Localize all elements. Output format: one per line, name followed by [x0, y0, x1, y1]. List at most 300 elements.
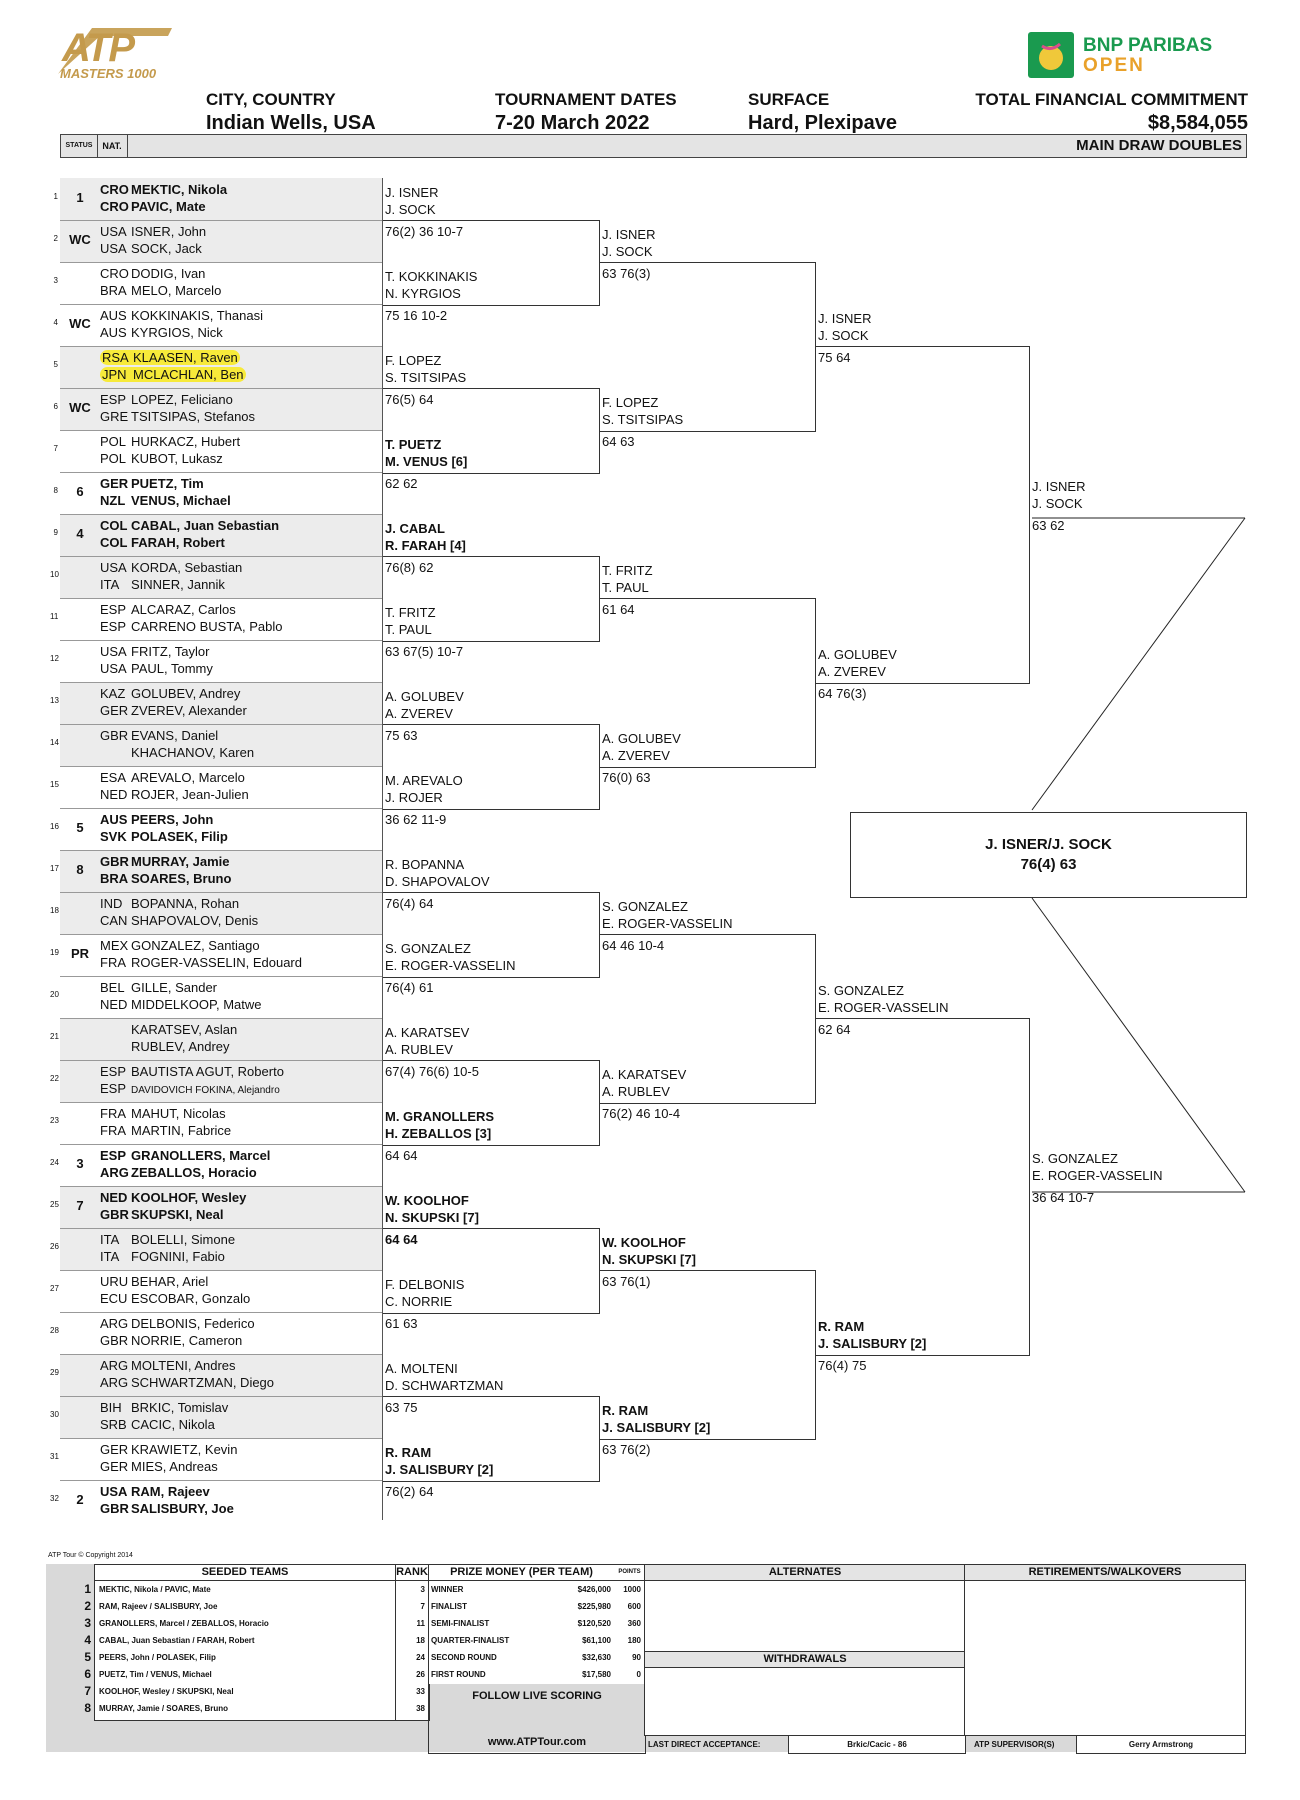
draw-position: 21 [50, 1032, 59, 1041]
prize-points: 600 [627, 1602, 641, 1611]
alternates-title: ALTERNATES [645, 1565, 965, 1581]
draw-position: 31 [50, 1452, 59, 1461]
seed-rank: 26 [416, 1670, 425, 1679]
winner-name: C. NORRIE [385, 1294, 453, 1309]
winner-name: F. DELBONIS [385, 1277, 465, 1292]
draw-position: 4 [53, 318, 58, 327]
copyright: ATP Tour © Copyright 2014 [48, 1552, 133, 1559]
commitment-value: $8,584,055 [1147, 112, 1248, 134]
seed-rank: 24 [416, 1653, 425, 1662]
match-score: 63 62 [1032, 518, 1065, 533]
player-nationality: USA [100, 1484, 128, 1499]
player-name: FOGNINI, Fabio [131, 1249, 225, 1264]
match-score: 76(8) 62 [385, 560, 434, 575]
seed-status: 3 [76, 1156, 84, 1171]
player-nationality: URU [100, 1274, 129, 1289]
match-score: 36 62 11-9 [385, 812, 447, 827]
draw-position: 25 [50, 1200, 59, 1209]
winner-name: A. GOLUBEV [385, 689, 464, 704]
prize-round: QUARTER-FINALIST [431, 1636, 510, 1645]
draw-title: MAIN DRAW DOUBLES [1076, 137, 1242, 154]
seed-number: 7 [84, 1684, 91, 1698]
winner-name: J. CABAL [385, 521, 445, 536]
player-name: GRANOLLERS, Marcel [131, 1148, 271, 1163]
draw-position: 9 [53, 528, 58, 537]
match-score: 76(4) 75 [818, 1358, 867, 1373]
last-direct-acceptance-value: Brkic/Cacic - 86 [788, 1735, 966, 1754]
winner-name: J. SOCK [602, 244, 653, 259]
prize-points: 0 [636, 1670, 641, 1679]
player-nationality: ESP [100, 602, 127, 617]
player-name: ROGER-VASSELIN, Edouard [131, 955, 302, 970]
draw-position: 16 [50, 822, 59, 831]
draw-position: 26 [50, 1242, 59, 1251]
seed-status: 2 [76, 1492, 84, 1507]
match-score: 36 64 10-7 [1032, 1190, 1095, 1205]
winner-name: J. ROJER [385, 790, 443, 805]
player-nationality: GBR [100, 854, 129, 869]
draw-position: 18 [50, 906, 59, 915]
winner-name: W. KOOLHOF [602, 1235, 686, 1250]
draw-position: 28 [50, 1326, 59, 1335]
draw-position: 11 [50, 612, 59, 621]
player-nationality: COL [100, 535, 128, 550]
player-name: TSITSIPAS, Stefanos [131, 409, 256, 424]
match-score: 64 64 [385, 1148, 418, 1163]
player-name: RAM, Rajeev [131, 1484, 210, 1499]
winner-name: N. SKUPSKI [7] [385, 1210, 479, 1225]
winner-name: J. SALISBURY [2] [818, 1336, 927, 1351]
prize-money: $426,000 [577, 1585, 611, 1594]
draw-position: 10 [50, 570, 59, 579]
winner-name: R. RAM [602, 1403, 649, 1418]
player-name: KARATSEV, Aslan [131, 1022, 238, 1037]
match-score: 63 76(1) [602, 1274, 651, 1289]
player-nationality: ITA [100, 1232, 120, 1247]
winner-name: R. RAM [385, 1445, 432, 1460]
player-name: FARAH, Robert [131, 535, 225, 550]
match-score: 76(4) 64 [385, 896, 434, 911]
player-nationality: POL [100, 434, 127, 449]
player-name: MEKTIC, Nikola [131, 182, 228, 197]
draw-position: 12 [50, 654, 59, 663]
player-name: VENUS, Michael [131, 493, 231, 508]
winner-name: J. SOCK [1032, 496, 1083, 511]
player-name: ROJER, Jean-Julien [131, 787, 249, 802]
atptour-link[interactable]: www.ATPTour.com [487, 1736, 587, 1748]
seed-rank: 7 [420, 1602, 425, 1611]
player-name: MCLACHLAN, Ben [133, 367, 244, 382]
player-nationality: CRO [100, 266, 129, 281]
match-score: 76(2) 36 10-7 [385, 224, 464, 239]
player-nationality: POL [100, 451, 127, 466]
player-nationality: ARG [100, 1375, 129, 1390]
prize-round: FINALIST [431, 1602, 467, 1611]
winner-name: A. KARATSEV [602, 1067, 687, 1082]
seeded-team: PUETZ, Tim / VENUS, Michael [99, 1670, 212, 1679]
seed-rank: 38 [416, 1704, 425, 1713]
surface-value: Hard, Plexipave [748, 112, 897, 134]
match-score: 63 75 [385, 1400, 418, 1415]
player-name: SCHWARTZMAN, Diego [131, 1375, 275, 1390]
winner-name: T. FRITZ [385, 605, 436, 620]
winner-name: W. KOOLHOF [385, 1193, 469, 1208]
champion-names: J. ISNER/J. SOCK [985, 836, 1112, 853]
draw-position: 3 [53, 276, 58, 285]
draw-position: 2 [53, 234, 58, 243]
draw-position: 7 [53, 444, 58, 453]
player-nationality: USA [100, 644, 127, 659]
match-score: 76(4) 61 [385, 980, 434, 995]
seed-status: WC [69, 316, 91, 331]
winner-name: A. ZVEREV [818, 664, 886, 679]
player-name: DODIG, Ivan [131, 266, 206, 281]
seeded-team: MEKTIC, Nikola / PAVIC, Mate [99, 1585, 211, 1594]
player-nationality: ARG [100, 1165, 129, 1180]
match-score: 62 64 [818, 1022, 851, 1037]
player-name: PEERS, John [131, 812, 214, 827]
draw-position: 14 [50, 738, 59, 747]
player-nationality: USA [100, 560, 127, 575]
bnp-logo-line2: OPEN [1083, 55, 1145, 76]
draw-position: 29 [50, 1368, 59, 1377]
player-name: PUETZ, Tim [131, 476, 204, 491]
player-name: MARTIN, Fabrice [131, 1123, 232, 1138]
player-nationality: AUS [100, 325, 127, 340]
seed-number: 6 [84, 1667, 91, 1681]
player-name: GONZALEZ, Santiago [131, 938, 260, 953]
player-name: KRAWIETZ, Kevin [131, 1442, 238, 1457]
prize-round: WINNER [431, 1585, 464, 1594]
draw-position: 17 [50, 864, 59, 873]
winner-name: S. GONZALEZ [602, 899, 688, 914]
winner-name: A. RUBLEV [602, 1084, 670, 1099]
draw-position: 6 [53, 402, 58, 411]
winner-name: T. FRITZ [602, 563, 653, 578]
player-nationality: GRE [100, 409, 129, 424]
player-name: MIDDELKOOP, Matwe [131, 997, 262, 1012]
player-name: ISNER, John [131, 224, 207, 239]
seed-number: 3 [84, 1616, 91, 1630]
player-name: KHACHANOV, Karen [131, 745, 255, 760]
player-nationality: IND [100, 896, 123, 911]
winner-name: T. PAUL [385, 622, 432, 637]
player-nationality: USA [100, 661, 127, 676]
player-name: CACIC, Nikola [131, 1417, 215, 1432]
player-nationality: ESP [100, 1081, 127, 1096]
seed-status: 4 [76, 526, 84, 541]
winner-name: E. ROGER-VASSELIN [1032, 1168, 1163, 1183]
prize-money: $120,520 [577, 1619, 611, 1628]
prize-money-title: PRIZE MONEY (PER TEAM) [429, 1565, 615, 1581]
player-name: LOPEZ, Feliciano [131, 392, 233, 407]
match-score: 76(2) 64 [385, 1484, 434, 1499]
player-nationality: KAZ [100, 686, 126, 701]
winner-name: A. ZVEREV [385, 706, 453, 721]
player-nationality: NED [100, 997, 128, 1012]
seed-rank: 11 [416, 1619, 425, 1628]
player-name: DAVIDOVICH FOKINA, Alejandro [131, 1085, 280, 1096]
winner-name: S. GONZALEZ [818, 983, 904, 998]
footer-section [46, 1564, 1246, 1754]
player-nationality: CRO [100, 199, 129, 214]
prize-points: 90 [632, 1653, 641, 1662]
nat-column-header: NAT. [97, 135, 128, 157]
player-nationality: ARG [100, 1358, 129, 1373]
draw-position: 23 [50, 1116, 59, 1125]
winner-name: J. SOCK [385, 202, 436, 217]
player-nationality: ESP [100, 1148, 127, 1163]
player-name: BOPANNA, Rohan [131, 896, 240, 911]
winner-name: A. ZVEREV [602, 748, 670, 763]
player-name: KYRGIOS, Nick [131, 325, 223, 340]
winner-name: J. SOCK [818, 328, 869, 343]
player-name: BOLELLI, Simone [131, 1232, 236, 1247]
player-name: ZVEREV, Alexander [131, 703, 247, 718]
match-score: 76(0) 63 [602, 770, 651, 785]
prize-money: $61,100 [582, 1636, 611, 1645]
player-nationality: USA [100, 241, 127, 256]
winner-name: J. SALISBURY [2] [602, 1420, 711, 1435]
player-nationality: SRB [100, 1417, 127, 1432]
match-score: 61 63 [385, 1316, 418, 1331]
winner-name: H. ZEBALLOS [3] [385, 1126, 492, 1141]
commitment-label: TOTAL FINANCIAL COMMITMENT [975, 90, 1248, 109]
status-column-header: STATUS [61, 135, 98, 157]
player-name: AREVALO, Marcelo [131, 770, 245, 785]
player-nationality: RSA [102, 350, 129, 365]
player-nationality: GER [100, 1442, 129, 1457]
winner-name: M. GRANOLLERS [385, 1109, 495, 1124]
surface-label: SURFACE [748, 90, 830, 109]
seed-status: 1 [76, 190, 84, 205]
winner-name: J. ISNER [385, 185, 439, 200]
player-name: GILLE, Sander [131, 980, 217, 995]
winner-name: T. KOKKINAKIS [385, 269, 478, 284]
match-score: 76(2) 46 10-4 [602, 1106, 681, 1121]
match-score: 62 62 [385, 476, 418, 491]
player-nationality: GBR [100, 1501, 129, 1516]
seed-status: 8 [76, 862, 84, 877]
player-nationality: GBR [100, 728, 129, 743]
player-name: KORDA, Sebastian [131, 560, 243, 575]
player-nationality: NED [100, 1190, 128, 1205]
draw-position: 13 [50, 696, 59, 705]
player-nationality: NED [100, 787, 128, 802]
prize-money-table [428, 1564, 646, 1754]
winner-name: E. ROGER-VASSELIN [602, 916, 733, 931]
match-score: 63 76(2) [602, 1442, 651, 1457]
rank-title: RANK [395, 1565, 429, 1581]
prize-round: SEMI-FINALIST [431, 1619, 490, 1628]
seed-number: 2 [84, 1599, 91, 1613]
player-name: ALCARAZ, Carlos [131, 602, 236, 617]
winner-name: S. TSITSIPAS [602, 412, 684, 427]
player-name: ZEBALLOS, Horacio [131, 1165, 257, 1180]
prize-points: 360 [627, 1619, 641, 1628]
winner-name: S. TSITSIPAS [385, 370, 467, 385]
seeded-team: MURRAY, Jamie / SOARES, Bruno [99, 1704, 229, 1713]
follow-live-scoring[interactable]: FOLLOW LIVE SCORING [472, 1690, 602, 1702]
match-score: 64 64 [385, 1232, 418, 1247]
player-nationality: ESP [100, 1064, 127, 1079]
winner-name: A. MOLTENI [385, 1361, 458, 1376]
winner-name: F. LOPEZ [385, 353, 442, 368]
city-label: CITY, COUNTRY [206, 90, 336, 109]
seeded-team: GRANOLLERS, Marcel / ZEBALLOS, Horacio [99, 1619, 269, 1628]
winner-name: R. BOPANNA [385, 857, 465, 872]
prize-points: 180 [627, 1636, 641, 1645]
draw-position: 27 [50, 1284, 59, 1293]
player-nationality: USA [100, 224, 127, 239]
seed-status: WC [69, 400, 91, 415]
player-name: SINNER, Jannik [131, 577, 225, 592]
winner-name: R. FARAH [4] [385, 538, 466, 553]
player-name: PAVIC, Mate [131, 199, 206, 214]
player-nationality: GBR [100, 1333, 129, 1348]
winner-name: D. SCHWARTZMAN [385, 1378, 504, 1393]
seed-status: WC [69, 232, 91, 247]
match-score: 63 67(5) 10-7 [385, 644, 464, 659]
player-nationality: ESP [100, 619, 127, 634]
seeded-team: CABAL, Juan Sebastian / FARAH, Robert [99, 1636, 255, 1645]
winner-name: T. PAUL [602, 580, 649, 595]
match-score: 64 46 10-4 [602, 938, 665, 953]
player-name: SHAPOVALOV, Denis [131, 913, 259, 928]
player-nationality: ESA [100, 770, 127, 785]
seed-status: 5 [76, 820, 84, 835]
player-name: KOOLHOF, Wesley [131, 1190, 247, 1205]
city-value: Indian Wells, USA [206, 112, 376, 134]
winner-name: F. LOPEZ [602, 395, 659, 410]
player-nationality: ARG [100, 1316, 129, 1331]
dates-value: 7-20 March 2022 [495, 112, 650, 134]
player-nationality: JPN [102, 367, 127, 382]
player-nationality: ITA [100, 577, 120, 592]
dates-label: TOURNAMENT DATES [495, 90, 677, 109]
winner-name: A. RUBLEV [385, 1042, 453, 1057]
player-nationality: ESP [100, 392, 127, 407]
winner-name: A. GOLUBEV [602, 731, 681, 746]
winner-name: T. PUETZ [385, 437, 442, 452]
player-name: MAHUT, Nicolas [131, 1106, 226, 1121]
retirements-box [964, 1564, 1246, 1736]
player-name: EVANS, Daniel [131, 728, 219, 743]
player-name: MOLTENI, Andres [131, 1358, 236, 1373]
player-nationality: GER [100, 1459, 129, 1474]
player-nationality: ECU [100, 1291, 128, 1306]
player-nationality: COL [100, 518, 128, 533]
draw-position: 5 [53, 360, 58, 369]
match-score: 75 63 [385, 728, 418, 743]
winner-name: A. KARATSEV [385, 1025, 470, 1040]
match-score: 64 63 [602, 434, 635, 449]
seeded-teams-table [84, 1564, 430, 1721]
seed-number: 5 [84, 1650, 91, 1664]
player-name: MIES, Andreas [131, 1459, 218, 1474]
draw-position: 15 [50, 780, 59, 789]
winner-name: J. ISNER [1032, 479, 1086, 494]
player-nationality: AUS [100, 812, 128, 827]
seed-number: 1 [84, 1582, 91, 1596]
player-name: MURRAY, Jamie [131, 854, 230, 869]
match-score: 64 76(3) [818, 686, 867, 701]
player-nationality: CRO [100, 182, 129, 197]
player-name: MELO, Marcelo [131, 283, 222, 298]
withdrawals-title: WITHDRAWALS [645, 1651, 965, 1668]
winner-name: A. GOLUBEV [818, 647, 897, 662]
winner-name: S. GONZALEZ [385, 941, 471, 956]
player-name: SOARES, Bruno [131, 871, 232, 886]
seed-number: 4 [84, 1633, 91, 1647]
winner-name: N. SKUPSKI [7] [602, 1252, 696, 1267]
winner-name: S. GONZALEZ [1032, 1151, 1118, 1166]
seeded-teams-title: SEEDED TEAMS [95, 1565, 396, 1581]
bnp-logo-line1: BNP PARIBAS [1083, 35, 1213, 56]
prize-round: SECOND ROUND [431, 1653, 497, 1662]
seed-number: 8 [84, 1701, 91, 1715]
player-nationality: BIH [100, 1400, 122, 1415]
winner-name: M. AREVALO [385, 773, 463, 788]
seeded-team: KOOLHOF, Wesley / SKUPSKI, Neal [99, 1687, 234, 1696]
last-direct-acceptance-label: LAST DIRECT ACCEPTANCE: [648, 1740, 761, 1749]
supervisor-value: Gerry Armstrong [1076, 1735, 1246, 1754]
player-nationality: ITA [100, 1249, 120, 1264]
match-score: 75 64 [818, 350, 851, 365]
player-name: NORRIE, Cameron [131, 1333, 243, 1348]
player-nationality: FRA [100, 1123, 126, 1138]
player-name: KLAASEN, Raven [133, 350, 238, 365]
seed-status: 7 [76, 1198, 84, 1213]
draw-position: 8 [53, 486, 58, 495]
winner-name: N. KYRGIOS [385, 286, 461, 301]
seed-rank: 3 [420, 1585, 425, 1594]
winner-name: J. ISNER [602, 227, 656, 242]
player-name: HURKACZ, Hubert [131, 434, 241, 449]
retirements-title: RETIREMENTS/WALKOVERS [965, 1565, 1245, 1581]
player-nationality: GER [100, 476, 129, 491]
player-name: SOCK, Jack [131, 241, 202, 256]
player-nationality: BRA [100, 871, 129, 886]
player-nationality: FRA [100, 1106, 126, 1121]
player-nationality: BEL [100, 980, 125, 995]
player-nationality: NZL [100, 493, 126, 508]
match-score: 75 16 10-2 [385, 308, 448, 323]
player-name: KUBOT, Lukasz [131, 451, 223, 466]
draw-position: 32 [50, 1494, 59, 1503]
player-nationality: AUS [100, 308, 127, 323]
points-title: POINTS [614, 1565, 645, 1581]
supervisor-label: ATP SUPERVISOR(S) [974, 1740, 1055, 1749]
player-name: GOLUBEV, Andrey [131, 686, 241, 701]
player-name: SALISBURY, Joe [131, 1501, 234, 1516]
draw-position: 30 [50, 1410, 59, 1419]
seed-status: PR [70, 946, 90, 961]
player-name: CARRENO BUSTA, Pablo [131, 619, 283, 634]
player-name: BRKIC, Tomislav [131, 1400, 229, 1415]
player-nationality: MEX [100, 938, 129, 953]
winner-name: J. ISNER [818, 311, 872, 326]
player-name: BAUTISTA AGUT, Roberto [131, 1064, 284, 1079]
seed-rank: 18 [416, 1636, 425, 1645]
player-nationality: SVK [100, 829, 127, 844]
prize-money: $225,980 [577, 1602, 611, 1611]
player-name: POLASEK, Filip [131, 829, 228, 844]
atp-logo-text: ATP [62, 26, 134, 70]
winner-name: E. ROGER-VASSELIN [818, 1000, 949, 1015]
seeded-team: PEERS, John / POLASEK, Filip [99, 1653, 216, 1662]
player-name: RUBLEV, Andrey [131, 1039, 230, 1054]
